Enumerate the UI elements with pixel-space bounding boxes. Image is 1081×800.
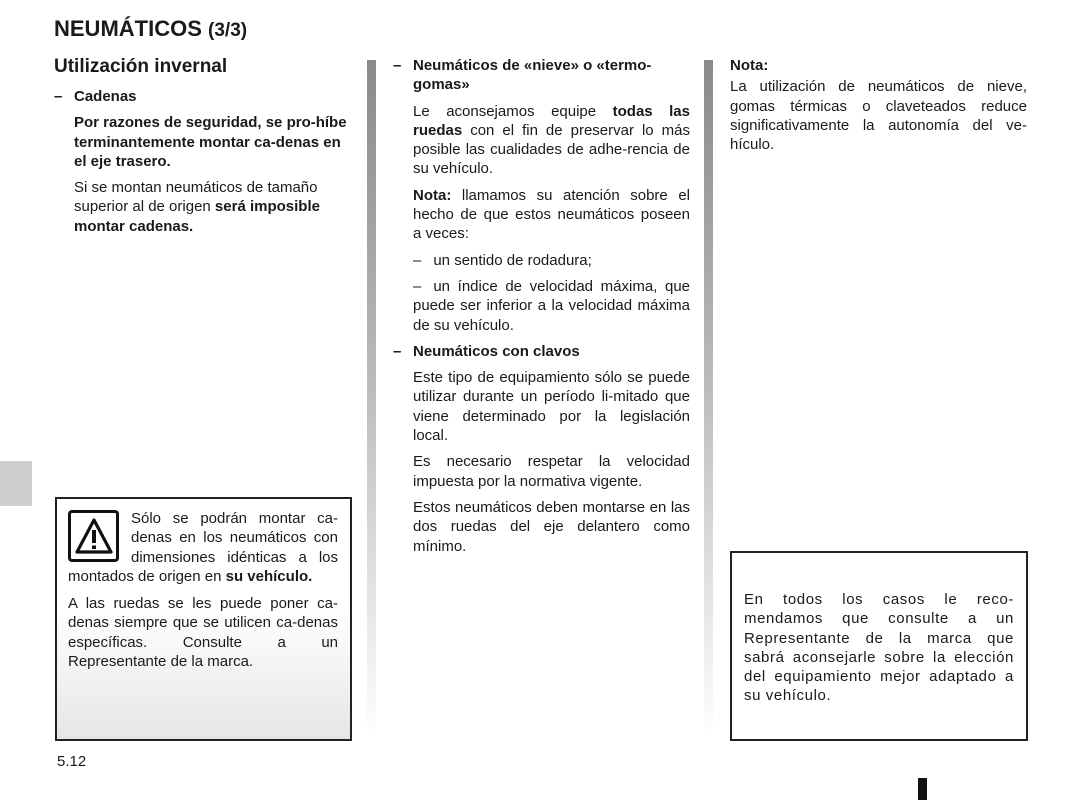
page-title-part: (3/3) — [208, 20, 248, 41]
chapter-side-tab — [0, 461, 32, 506]
safety-warning-text: Por razones de seguridad, se pro-híbe terminantemente montar ca-denas en el eje trasero. — [74, 114, 347, 170]
warning-box — [55, 497, 352, 741]
right-column — [730, 56, 1027, 161]
section-title: Utilización invernal — [54, 56, 228, 77]
clavos-paragraph-1: Este tipo de equipamiento sólo se puede utilizar durante un período li-mitado que viene determinado por la legislación local. — [413, 369, 690, 445]
corner-mark — [918, 778, 927, 800]
nota-right-heading: Nota: — [730, 57, 769, 74]
list-item: – un sentido de rodadura; — [413, 251, 592, 269]
clavos-paragraph-3: Estos neumáticos deben montarse en las dos ruedas del eje delantero como mínimo. — [413, 498, 690, 555]
left-column — [54, 87, 352, 243]
page-number: 5.12 — [57, 753, 87, 770]
aconsejamos-text: Le aconsejamos equipe todas las ruedas con el fin de preservar lo más posible las cualidades de adhe-rencia de su vehículo. — [413, 102, 690, 178]
page-title — [54, 16, 247, 42]
info-box — [730, 551, 1028, 741]
clavos-heading: – Neumáticos con clavos — [393, 342, 580, 360]
warning-box-paragraph-1: Sólo se podrán montar ca-denas en los neumáticos con dimensiones idénticas a los montados de origen en su vehículo. — [68, 510, 338, 585]
size-warning-text: Si se montan neumáticos de tamaño superior al de origen será imposible montar cadenas. — [74, 179, 320, 235]
cadenas-heading: – Cadenas — [54, 88, 137, 105]
column-separator-left — [367, 60, 376, 740]
nota-middle-text: Nota: llamamos su atención sobre el hecho de que estos neumáticos poseen a veces: — [413, 186, 690, 243]
middle-column — [393, 56, 690, 563]
warning-box-paragraph-2: A las ruedas se les puede poner ca-denas siempre que se utilicen ca-denas específicas. Consulte a un Representante de la marca. — [68, 595, 338, 671]
clavos-paragraph-2: Es necesario respetar la velocidad impuesta por la normativa vigente. — [413, 453, 690, 490]
nota-right-text: La utilización de neumáticos de nieve, gomas térmicas o claveteados reduce significativamente la autonomía del ve-hículo. — [730, 78, 1027, 154]
column-separator-right — [704, 60, 713, 740]
list-item: – un índice de velocidad máxima, que puede ser inferior a la velocidad máxima de su vehículo. — [413, 277, 690, 334]
warning-triangle-icon — [68, 510, 119, 562]
page-title-main: NEUMÁTICOS — [54, 16, 202, 41]
info-box-text: En todos los casos le reco-mendamos que consulte a un Representante de la marca que sabrá aconsejarle sobre la elección del equipamiento mejor adaptado a su vehículo. — [744, 591, 1014, 705]
nieve-heading: – Neumáticos de «nieve» o «termo-gomas» — [393, 57, 652, 94]
